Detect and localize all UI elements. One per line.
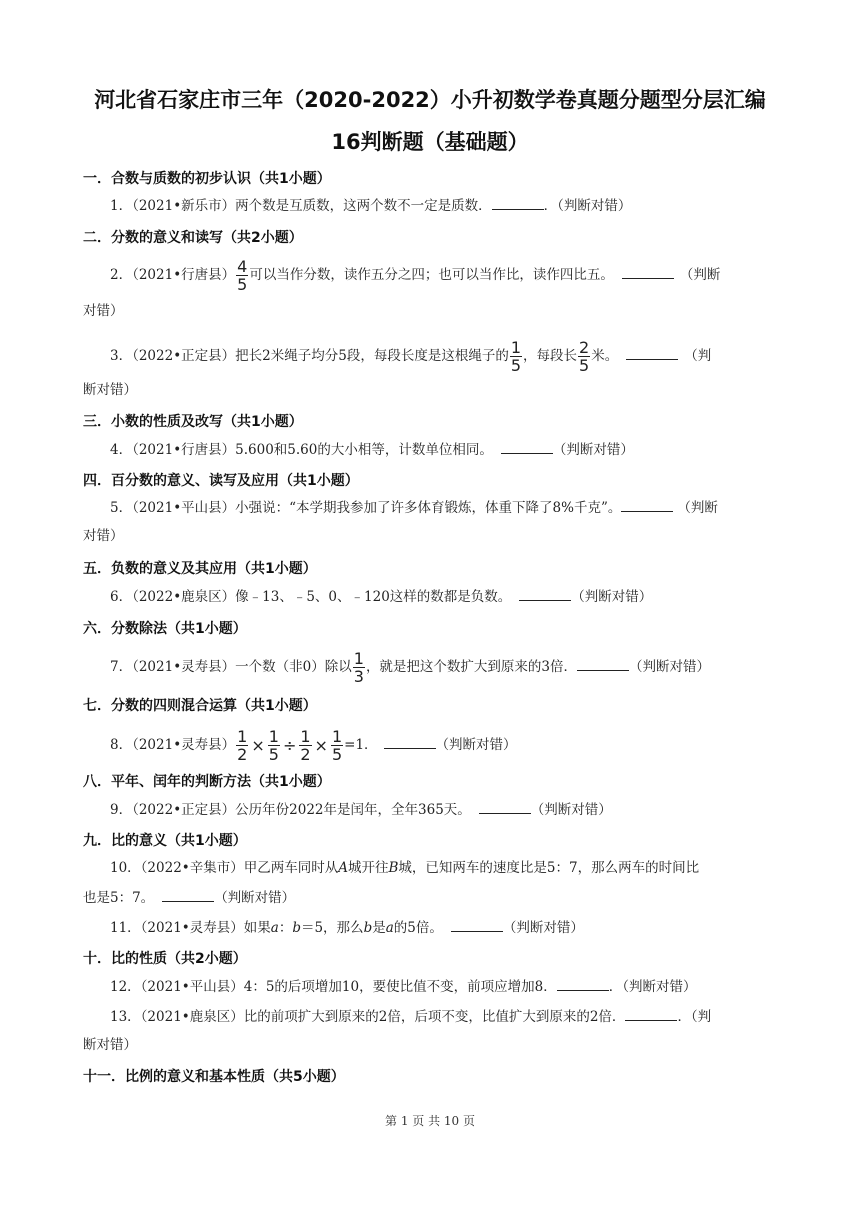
section-heading: 二．分数的意义和读写（共2小题） bbox=[83, 230, 303, 246]
fraction: $\frac{2}{5}$ bbox=[579, 338, 590, 375]
answer-blank[interactable] bbox=[162, 887, 214, 902]
fraction: $\frac{1}{2}$ bbox=[300, 727, 311, 764]
question-10-continued: 也是5：7。 （判断对错） bbox=[83, 887, 295, 908]
question-5-continued: 对错） bbox=[83, 528, 124, 544]
question-11: 11．（2021•灵寿县）如果a：b＝5，那么b是a的5倍。 （判断对错） bbox=[110, 917, 584, 938]
question-8: 8．（2021•灵寿县） $\frac{1}{2}$ × $\frac{1}{5}$ ÷ $\frac{1}{2}$ × $\frac{1}{5}$ =1． （判断对错） bbox=[110, 727, 517, 764]
question-4: 4．（2021•行唐县）5.600和5.60的大小相等，计数单位相同。 （判断对错） bbox=[110, 439, 634, 460]
times-sign: × bbox=[314, 735, 328, 755]
section-heading: 九．比的意义（共1小题） bbox=[83, 833, 247, 849]
fraction: $\frac{1}{5}$ bbox=[331, 727, 343, 764]
section-heading: 五．负数的意义及其应用（共1小题） bbox=[83, 561, 317, 577]
question-2: 2．（2021•行唐县） $\frac{4}{5}$ 可以当作分数，读作五分之四；也可以当作比，读作四比五。 （判断 bbox=[110, 257, 721, 294]
section-heading: 十一．比例的意义和基本性质（共5小题） bbox=[83, 1069, 345, 1085]
question-13-continued: 断对错） bbox=[83, 1037, 137, 1053]
answer-blank[interactable] bbox=[501, 439, 553, 454]
question-7: 7．（2021•灵寿县）一个数（非0）除以 $\frac{1}{3}$ ，就是把这个数扩大到原来的3倍． （判断对错） bbox=[110, 649, 711, 686]
fraction: $\frac{1}{5}$ bbox=[268, 727, 279, 764]
question-1: 1．（2021•新乐市）两个数是互质数，这两个数不一定是质数． ．（判断对错） bbox=[110, 195, 631, 216]
answer-blank[interactable] bbox=[479, 799, 531, 814]
question-5: 5．（2021•平山县）小强说：“本学期我参加了许多体育锻炼，体重下降了8%千克”。 （判断 bbox=[110, 497, 718, 518]
question-6: 6．（2022•鹿泉区）像﹣13、﹣5、0、﹣120这样的数都是负数。 （判断对错） bbox=[110, 586, 652, 607]
answer-blank[interactable] bbox=[384, 734, 436, 749]
times-sign: × bbox=[251, 735, 265, 755]
section-heading: 十．比的性质（共2小题） bbox=[83, 951, 247, 967]
answer-blank[interactable] bbox=[577, 656, 629, 671]
section-heading: 六．分数除法（共1小题） bbox=[83, 621, 247, 637]
fraction: $\frac{4}{5}$ bbox=[237, 257, 248, 294]
question-2-continued: 对错） bbox=[83, 303, 124, 319]
section-heading: 三．小数的性质及改写（共1小题） bbox=[83, 414, 303, 430]
question-13: 13．（2021•鹿泉区）比的前项扩大到原来的2倍，后项不变，比值扩大到原来的2倍． ．（判 bbox=[110, 1006, 711, 1027]
answer-blank[interactable] bbox=[625, 1006, 677, 1021]
question-10: 10．（2022•辛集市）甲乙两车同时从A城开往B城，已知两车的速度比是5：7，那么两车的时间比 bbox=[110, 860, 700, 876]
answer-blank[interactable] bbox=[557, 976, 609, 991]
fraction: $\frac{1}{5}$ bbox=[510, 338, 522, 375]
question-3: 3．（2022•正定县）把长2米绳子均分5段，每段长度是这根绳子的 $\frac{1}{5}$ ，每段长 $\frac{2}{5}$ 米。 （判 bbox=[110, 338, 712, 375]
answer-blank[interactable] bbox=[626, 345, 678, 360]
answer-blank[interactable] bbox=[519, 586, 571, 601]
section-heading: 一．合数与质数的初步认识（共1小题） bbox=[83, 171, 331, 187]
section-heading: 四．百分数的意义、读写及应用（共1小题） bbox=[83, 473, 359, 489]
question-12: 12．（2021•平山县）4：5的后项增加10，要使比值不变，前项应增加8． ．（判断对错） bbox=[110, 976, 696, 997]
question-3-continued: 断对错） bbox=[83, 382, 137, 398]
answer-blank[interactable] bbox=[451, 917, 503, 932]
document-title-line1: 河北省石家庄市三年（2020-2022）小升初数学卷真题分题型分层汇编 bbox=[94, 88, 766, 112]
question-9: 9．（2022•正定县）公历年份2022年是闰年，全年365天。 （判断对错） bbox=[110, 799, 612, 820]
divide-sign: ÷ bbox=[282, 735, 297, 755]
document-title-line2: 16判断题（基础题） bbox=[331, 130, 529, 154]
answer-blank[interactable] bbox=[622, 264, 674, 279]
fraction: $\frac{1}{3}$ bbox=[353, 649, 364, 686]
section-heading: 七．分数的四则混合运算（共1小题） bbox=[83, 698, 317, 714]
answer-blank[interactable] bbox=[492, 195, 544, 210]
fraction: $\frac{1}{2}$ bbox=[237, 727, 248, 764]
answer-blank[interactable] bbox=[621, 497, 673, 512]
section-heading: 八．平年、闰年的判断方法（共1小题） bbox=[83, 774, 331, 790]
page-footer: 第 1 页 共 10 页 bbox=[385, 1114, 475, 1128]
